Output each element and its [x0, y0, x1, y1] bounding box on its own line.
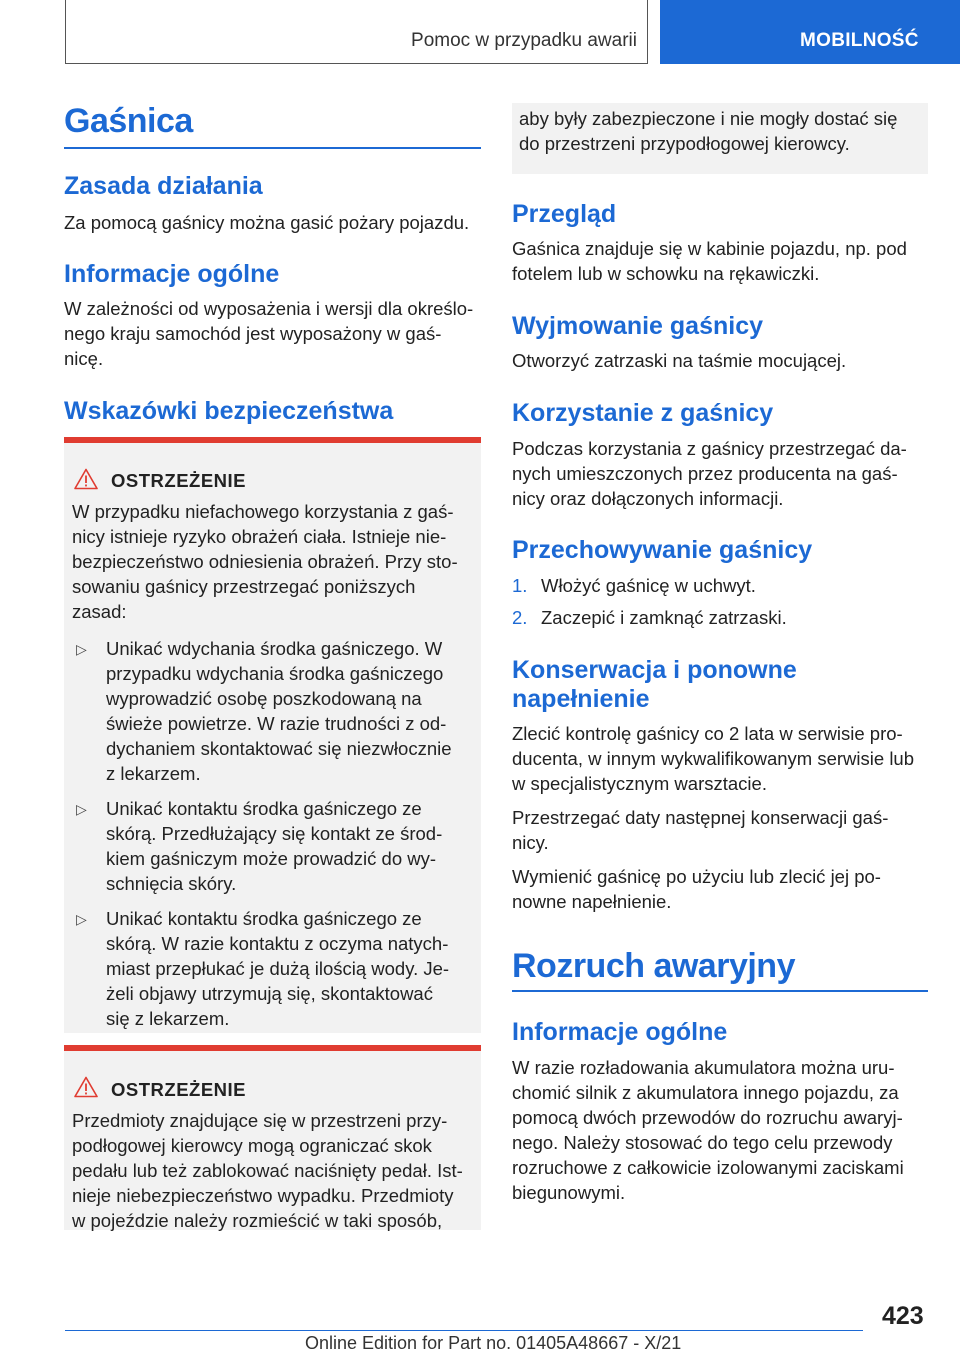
warning-continuation-box [512, 103, 928, 174]
heading-przechowywanie: Przechowywanie gaśnicy [512, 536, 813, 564]
heading-korzystanie: Korzystanie z gaśnicy [512, 399, 774, 427]
paragraph-zasada: Za pomocą gaśnicy można gasić pożary pojazdu. [64, 212, 470, 233]
bullet-marker: ▷ [76, 641, 87, 657]
paragraph-wyjmowanie: Otworzyć zatrzaski na taśmie mocującej. [512, 350, 847, 371]
header-frame [65, 0, 648, 64]
step-text: Zaczepić i zamknąć zatrzaski. [541, 607, 787, 628]
heading-zasada: Zasada działania [64, 172, 263, 200]
warning-text: Przedmioty znajdujące się w przestrzeni przy- podłogowej kierowcy mogą ograniczać skok pedału lub też zablokować naciśnięty pedał. Ist- nieje niebezpieczeństwo wypadku. Przedmioty w pojeździe należy rozmieścić w taki sposób, [72, 1110, 463, 1231]
heading-informacje: Informacje ogólne [64, 260, 280, 288]
warning-continuation-text: aby były zabezpieczone i nie mogły dostać się do przestrzeni przypodłogowej kierowcy. [519, 108, 898, 154]
list-item: Unikać kontaktu środka gaśniczego ze skórą. Przedłużający się kontakt ze środ- kiem gaśniczym może prowadzić do wy- schnięcia skóry. [106, 798, 443, 894]
warning-triangle-icon [74, 468, 98, 490]
paragraph-informacje: W zależności od wyposażenia i wersji dla określo- nego kraju samochód jest wyposażony w gaś- nicę. [64, 298, 474, 369]
warning-intro: W przypadku niefachowego korzystania z gaś- nicy istnieje ryzyko obrażeń ciała. Istnieje nie- bezpieczeństwo odniesienia obrażeń. Przy sto- sowaniu gaśnicy przestrzegać poniższych zasad: [72, 501, 458, 622]
heading-wyjmowanie: Wyjmowanie gaśnicy [512, 312, 764, 340]
section-tab-label: MOBILNOŚĆ [800, 30, 919, 51]
step-number: 1. [512, 575, 528, 596]
heading-informacje-2: Informacje ogólne [512, 1018, 728, 1046]
section-title-rozruch: Rozruch awaryjny [512, 947, 795, 985]
footer-edition: Online Edition for Part no. 01405A48667 - X/21 [305, 1333, 682, 1353]
page-number: 423 [882, 1302, 924, 1330]
section-tab[interactable] [660, 0, 960, 64]
bullet-marker: ▷ [76, 801, 87, 817]
warning-label: OSTRZEŻENIE [111, 470, 247, 491]
warning-label: OSTRZEŻENIE [111, 1079, 247, 1100]
heading-przeglad: Przegląd [512, 200, 617, 228]
bullet-marker: ▷ [76, 911, 87, 927]
paragraph-informacje-2: W razie rozładowania akumulatora można uru- chomić silnik z akumulatora innego pojazdu, za pomocą dwóch przewodów do rozruchu awaryj- nego. Należy stosować do tego celu przewody rozruchowe z całkowicie izolowanymi zaciskami biegunowymi. [512, 1057, 904, 1203]
list-item: Unikać wdychania środka gaśniczego. W przypadku wdychania środka gaśniczego wyprowadzić osobę poszkodowaną na świeże powietrze. W razie trudności z od- dychaniem skontaktować się niezwłocznie z lekarzem. [106, 638, 452, 784]
heading-bezpieczenstwo: Wskazówki bezpieczeństwa [64, 397, 394, 425]
step-text: Włożyć gaśnicę w uchwyt. [541, 575, 756, 596]
step-number: 2. [512, 607, 528, 628]
heading-konserwacja: Konserwacja i ponowne napełnienie [512, 656, 797, 713]
title-rule [64, 147, 481, 149]
title-rule [512, 990, 928, 992]
paragraph-konserwacja-3: Wymienić gaśnicę po użyciu lub zlecić jej po- nowne napełnienie. [512, 866, 881, 912]
paragraph-konserwacja-1: Zlecić kontrolę gaśnicy co 2 lata w serwisie pro- ducenta, w innym wykwalifikowanym serwisie lub w specjalistycznym warsztacie. [512, 723, 915, 794]
chapter-title: Pomoc w przypadku awarii [411, 30, 637, 51]
warning-triangle-icon [74, 1076, 98, 1098]
section-title-gasnica: Gaśnica [64, 102, 193, 140]
footer-rule [65, 1330, 863, 1331]
paragraph-korzystanie: Podczas korzystania z gaśnicy przestrzegać da- nych umieszczonych przez producenta na gaś- nicy oraz dołączonych informacji. [512, 438, 907, 509]
warning-box [64, 1045, 481, 1230]
paragraph-konserwacja-2: Przestrzegać daty następnej konserwacji gaś- nicy. [512, 807, 889, 853]
warning-box [64, 437, 481, 1033]
paragraph-przeglad: Gaśnica znajduje się w kabinie pojazdu, np. pod fotelem lub w schowku na rękawiczki. [512, 238, 907, 284]
list-item: Unikać kontaktu środka gaśniczego ze skórą. W razie kontaktu z oczyma natych- miast przepłukać je dużą ilością wody. Je- żeli objawy utrzymują się, skontaktować się z lekarzem. [106, 908, 450, 1029]
